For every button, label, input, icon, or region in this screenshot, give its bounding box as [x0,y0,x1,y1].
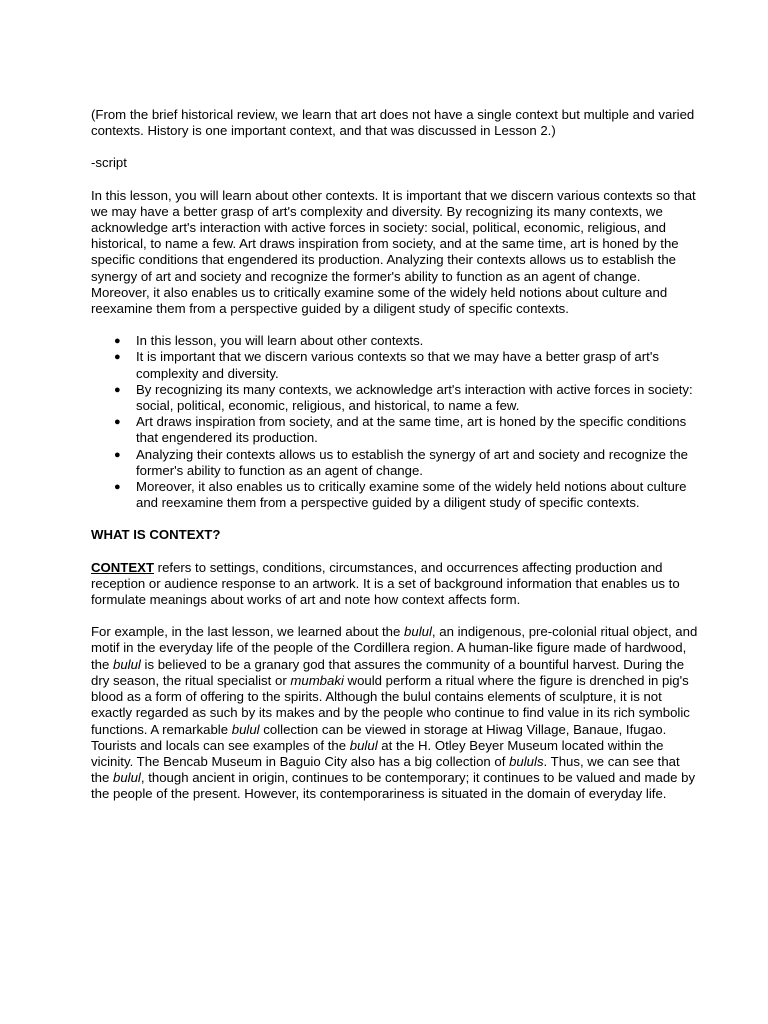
example-paragraph [91,624,698,802]
list-item [91,333,698,349]
list-item [91,447,698,479]
context-definition-text: refers to settings, conditions, circumstances, and occurrences affecting production and reception or audience response to an artwork. It is a set of background information that enables us to formulate meanings about works of art and note how context affects form. [91,559,680,608]
bullet-icon: ● [114,383,121,396]
example-text: is believed to be a granary god that assures the community of a bountiful harvest. During the dry season, the ritual specialist or [91,656,685,688]
list-item-text: Art draws inspiration from society, and at the same time, art is honed by the specific conditions that engendered its production. [136,414,687,446]
list-item-text: By recognizing its many contexts, we acknowledge art's interaction with active forces in society: social, political, economic, religious, and historical, to name a few. [136,381,693,414]
emphasis-term: bulul [349,737,378,753]
bullet-icon: ● [114,448,121,461]
bullet-icon: ● [114,335,121,348]
emphasis-term: bulul [113,656,141,672]
list-item-text: Moreover, it also enables us to critically examine some of the widely held notions about culture and reexamine them from a perspective guided by a diligent study of specific contexts. [136,479,687,511]
bullet-icon: ● [114,481,121,494]
script-label: -script [91,155,127,171]
list-item-text: It is important that we discern various contexts so that we may have a better grasp of art's complexity and diversity. [136,349,659,381]
example-text: For example, in the last lesson, we learned about the [91,624,405,640]
list-item-text: Analyzing their contexts allows us to establish the synergy of art and society and recognize the former's ability to function as an agent of change. [136,446,688,478]
intro-paragraph: (From the brief historical review, we learn that art does not have a single context but multiple and varied contexts. History is one important context, and that was discussed in Lesson 2.) [91,107,695,139]
example-text: , though ancient in origin, continues to be contemporary; it continues to be valued and made by the people of the present. However, its contemporariness is situated in the domain of everyday life. [91,770,696,802]
emphasis-term: bulul [231,721,260,737]
example-text: collection can be viewed in storage at Hiwag Village, Banaue, Ifugao. Tourists and locals can see examples of the [91,721,667,753]
list-item [91,349,698,381]
list-item [91,479,698,511]
example-text: , an indigenous, pre-colonial ritual object, and motif in the everyday life of the people of the Cordillera region. A human-like figure made of hardwood, the [91,624,698,672]
example-text: at the H. Otley Beyer Museum located within the vicinity. The Bencab Museum in Baguio City also has a big collection of [91,737,664,769]
list-item [91,414,698,446]
list-item-text: In this lesson, you will learn about other contexts. [136,333,424,349]
list-item [91,382,698,414]
emphasis-term: bulul [113,770,141,786]
context-term: CONTEXT [91,559,155,575]
bullet-icon: ● [114,416,121,429]
lesson-paragraph: In this lesson, you will learn about other contexts. It is important that we discern various contexts so that we may have a better grasp of art's complexity and diversity. By recognizing its many contexts, we acknowledge art's interaction with active forces in society: social, political, economic, religious, and historical, to name a few. Art draws inspiration from society, and at the same time, art is honed by the specific conditions that engendered its production. Analyzing their contexts allows us to establish the synergy of art and society and recognize the former's ability to function as an agent of change. Moreover, it also enables us to critically examine some of the widely held notions about culture and reexamine them from a perspective guided by a diligent study of specific contexts. [91,187,696,317]
section-heading: WHAT IS CONTEXT? [91,527,221,543]
emphasis-term: mumbaki [290,672,344,688]
emphasis-term: bululs [509,753,544,769]
emphasis-term: bulul [404,624,432,640]
context-definition-paragraph [91,560,698,609]
example-text: would perform a ritual where the figure is drenched in pig's blood as a form of offering to the spirits. Although the bulul contains elements of sculpture, it is not exactly regarded as such by its makes and by the people who continue to find value in its rich symbolic functions. A remarkable [91,672,690,737]
bullet-list [91,333,698,511]
bullet-icon: ● [114,351,121,364]
example-text: . Thus, we can see that the [91,753,680,786]
